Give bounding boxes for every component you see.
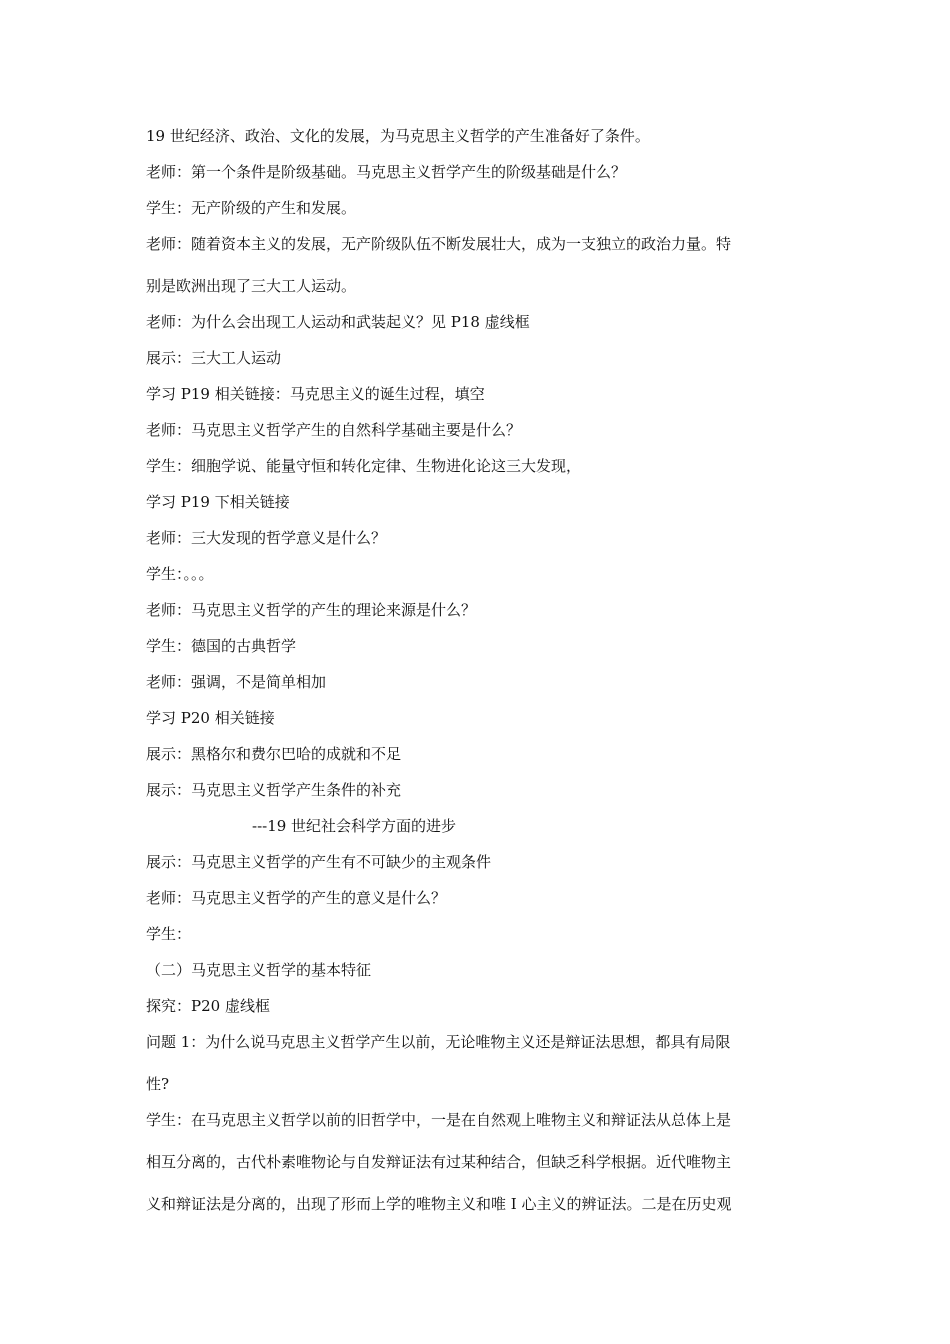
text-line: 学生：。。。 (146, 565, 214, 583)
text-line: 展示：马克思主义哲学的产生有不可缺少的主观条件 (146, 853, 492, 871)
text-line: 老师：马克思主义哲学的产生的理论来源是什么？ (146, 601, 477, 619)
text-line: 别是欧洲出现了三大工人运动。 (146, 277, 357, 295)
text-line: 老师：随着资本主义的发展，无产阶级队伍不断发展壮大，成为一支独立的政治力量。特 (146, 235, 732, 253)
text-line: 老师：第一个条件是阶级基础。马克思主义哲学产生的阶级基础是什么？ (146, 163, 627, 181)
text-line: 学生： (146, 925, 192, 943)
text-line: 义和辩证法是分离的，出现了形而上学的唯物主义和唯 I 心主义的辨证法。二是在历史观 (146, 1195, 732, 1213)
text-line: 学习 P19 下相关链接 (146, 493, 290, 511)
text-line: 老师：三大发现的哲学意义是什么？ (146, 529, 387, 547)
text-line: 学生：细胞学说、能量守恒和转化定律、生物进化论这三大发现， (146, 457, 582, 475)
text-line-indented: ---19 世纪社会科学方面的进步 (252, 817, 457, 835)
text-line: 学生：德国的古典哲学 (146, 637, 297, 655)
text-line: 相互分离的，古代朴素唯物论与自发辩证法有过某种结合，但缺乏科学根据。近代唯物主 (146, 1153, 732, 1171)
text-line: 问题 1：为什么说马克思主义哲学产生以前，无论唯物主义还是辩证法思想，都具有局限 (146, 1033, 731, 1051)
text-line: 学习 P19 相关链接：马克思主义的诞生过程，填空 (146, 385, 485, 403)
section-heading: （二）马克思主义哲学的基本特征 (146, 961, 372, 979)
text-line: 探究：P20 虚线框 (146, 997, 270, 1015)
text-line: 老师：强调，不是简单相加 (146, 673, 327, 691)
text-line: 老师：为什么会出现工人运动和武装起义？见 P18 虚线框 (146, 313, 530, 331)
text-line: 展示：三大工人运动 (146, 349, 282, 367)
text-line: 学习 P20 相关链接 (146, 709, 275, 727)
text-line: 老师：马克思主义哲学的产生的意义是什么？ (146, 889, 447, 907)
text-line: 展示：马克思主义哲学产生条件的补充 (146, 781, 402, 799)
text-line: 学生：无产阶级的产生和发展。 (146, 199, 357, 217)
text-line: 性? (146, 1075, 170, 1093)
text-line: 展示：黑格尔和费尔巴哈的成就和不足 (146, 745, 402, 763)
text-line: 19 世纪经济、政治、文化的发展，为马克思主义哲学的产生准备好了条件。 (146, 127, 650, 145)
text-line: 老师：马克思主义哲学产生的自然科学基础主要是什么？ (146, 421, 522, 439)
text-line: 学生：在马克思主义哲学以前的旧哲学中，一是在自然观上唯物主义和辩证法从总体上是 (146, 1111, 732, 1129)
